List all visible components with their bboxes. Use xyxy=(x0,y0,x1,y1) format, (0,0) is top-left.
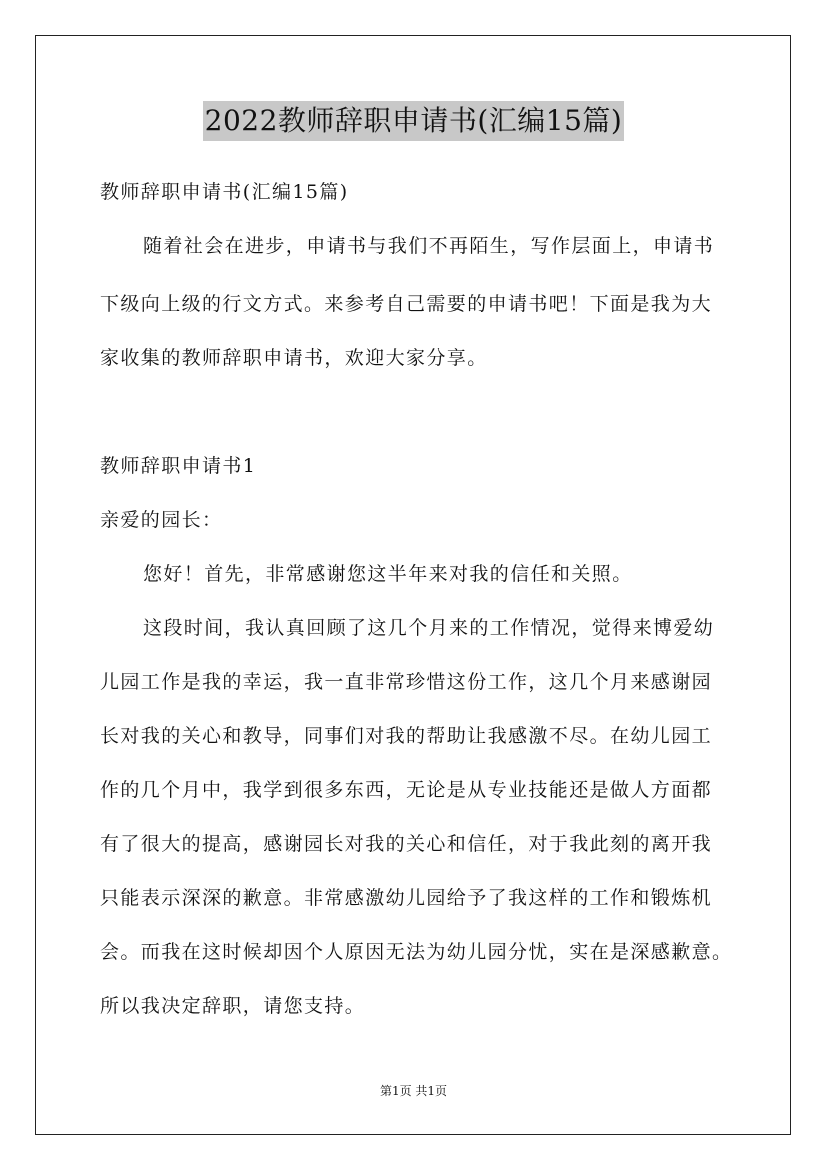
intro-line: 家收集的教师辞职申请书，欢迎大家分享。 xyxy=(100,347,488,369)
title-container xyxy=(0,101,827,141)
body-line: 儿园工作是我的幸运，我一直非常珍惜这份工作，这几个月来感谢园 xyxy=(100,671,713,693)
document-title: 2022教师辞职申请书(汇编15篇) xyxy=(203,101,625,141)
section-heading: 教师辞职申请书1 xyxy=(100,455,257,477)
body-line: 作的几个月中，我学到很多东西，无论是从专业技能还是做人方面都 xyxy=(100,779,713,801)
intro-line: 随着社会在进步，申请书与我们不再陌生，写作层面上，申请书 xyxy=(143,235,715,257)
document-subtitle: 教师辞职申请书(汇编15篇) xyxy=(100,181,349,203)
body-line: 会。而我在这时候却因个人原因无法为幼儿园分忧，实在是深感歉意。 xyxy=(100,941,733,963)
body-line: 有了很大的提高，感谢园长对我的关心和信任，对于我此刻的离开我 xyxy=(100,833,713,855)
body-line: 这段时间，我认真回顾了这几个月来的工作情况，觉得来博爱幼 xyxy=(143,617,715,639)
body-line: 长对我的关心和教导，同事们对我的帮助让我感激不尽。在幼儿园工 xyxy=(100,725,713,747)
body-line: 只能表示深深的歉意。非常感激幼儿园给予了我这样的工作和锻炼机 xyxy=(100,887,713,909)
body-line: 所以我决定辞职，请您支持。 xyxy=(100,995,366,1017)
intro-line: 下级向上级的行文方式。来参考自己需要的申请书吧！下面是我为大 xyxy=(100,293,713,315)
salutation: 亲爱的园长： xyxy=(100,509,223,531)
page-footer: 第1页 共1页 xyxy=(379,1084,448,1098)
body-line: 您好！首先，非常感谢您这半年来对我的信任和关照。 xyxy=(143,563,633,585)
